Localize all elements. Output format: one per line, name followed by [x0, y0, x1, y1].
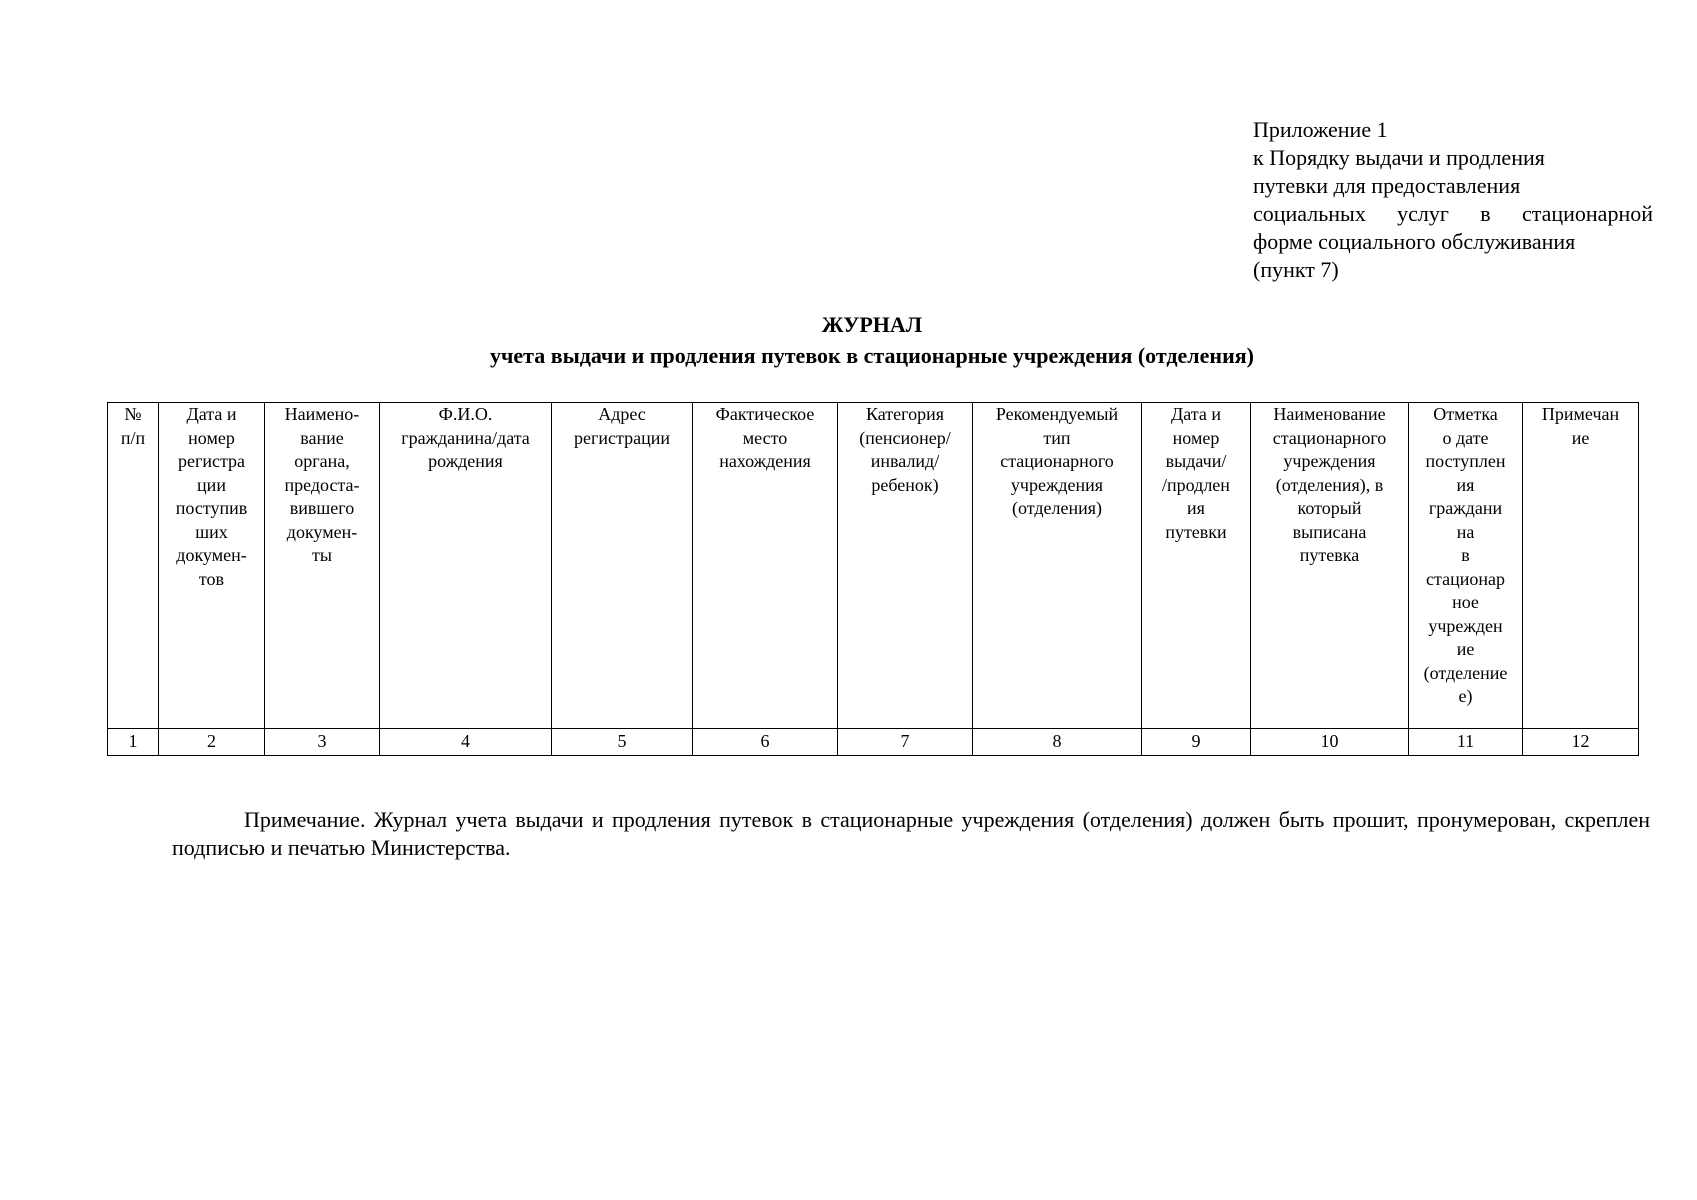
header-line: на [1456, 521, 1475, 542]
header-line: п/п [120, 427, 146, 448]
header-line: (отделение [1423, 662, 1508, 683]
column-number: 2 [159, 729, 265, 756]
header-cell [552, 403, 693, 729]
appendix-line: социальных услуг в стационарной [1253, 201, 1653, 226]
header-line: ты [312, 545, 332, 565]
header-line: /продлен [1162, 474, 1230, 495]
header-line: ции [197, 474, 226, 495]
header-line: тип [1043, 427, 1071, 448]
header-line: Дата и [186, 404, 237, 424]
column-number: 8 [973, 729, 1142, 756]
header-line: докумен- [286, 521, 358, 542]
header-line: ие [1456, 639, 1475, 659]
table-header-row [108, 403, 1639, 729]
header-line: выдачи/ [1165, 451, 1227, 471]
header-line: поступив [175, 498, 248, 518]
column-number: 3 [265, 729, 380, 756]
header-line: Категория [866, 404, 944, 424]
header-cell [265, 403, 380, 729]
header-line: Наимено- [284, 404, 360, 424]
header-line: ие [1571, 427, 1590, 448]
header-line: № [124, 404, 142, 424]
column-number: 7 [838, 729, 973, 756]
column-number: 5 [552, 729, 693, 756]
header-line: о дате [1442, 427, 1489, 448]
header-line: предоста- [284, 474, 360, 495]
appendix-line: (пункт 7) [1253, 257, 1339, 282]
header-line: номер [1172, 427, 1220, 448]
header-line: в [1461, 545, 1470, 565]
journal-subtitle: учета выдачи и продления путевок в стационарные учреждения (отделения) [490, 343, 1254, 368]
header-cell [693, 403, 838, 729]
column-number: 10 [1251, 729, 1409, 756]
header-line: регистра [177, 451, 246, 471]
header-line: выписана [1292, 521, 1367, 542]
header-line: е) [1458, 686, 1473, 706]
header-cell [1251, 403, 1409, 729]
appendix-block [1253, 116, 1653, 284]
header-line: гражданина/дата [401, 427, 530, 448]
column-number: 1 [108, 729, 159, 756]
header-cell [108, 403, 159, 729]
header-line: инвалид/ [870, 451, 940, 471]
header-line: ия [1187, 498, 1205, 518]
column-number: 12 [1523, 729, 1639, 756]
footnote: Примечание. Журнал учета выдачи и продления путевок в стационарные учреждения (отделения) должен быть прошит, пронумерован, скреплен подписью и печатью Министерства. [172, 807, 1650, 860]
header-cell [1142, 403, 1251, 729]
header-line: регистрации [574, 427, 670, 448]
appendix-line: к Порядку выдачи и продления [1253, 145, 1545, 170]
header-line: докумен- [176, 545, 247, 565]
header-line: ребенок) [871, 474, 939, 495]
journal-title: ЖУРНАЛ [821, 312, 923, 337]
appendix-line: Приложение 1 [1253, 117, 1388, 142]
header-line: стационарного [1000, 451, 1114, 471]
header-line: граждани [1428, 498, 1503, 518]
header-line: тов [198, 568, 225, 589]
header-line: ное [1452, 592, 1479, 612]
header-line: учреждения [1283, 451, 1376, 471]
header-line: Примечан [1541, 404, 1620, 424]
journal-table [107, 402, 1639, 756]
header-line: нахождения [719, 451, 811, 471]
header-line: путевки [1165, 521, 1227, 542]
header-cell [1409, 403, 1523, 729]
header-line: учреждения [1010, 474, 1104, 495]
header-line: Фактическое [715, 404, 815, 424]
header-line: Адрес [598, 404, 646, 424]
header-line: (отделения), в [1275, 474, 1384, 495]
header-line: Наименование [1273, 404, 1386, 424]
header-line: рождения [428, 451, 503, 471]
header-line: вание [300, 427, 344, 448]
column-number: 6 [693, 729, 838, 756]
header-line: стационар [1426, 568, 1505, 589]
table-number-row [108, 729, 1639, 756]
header-cell [380, 403, 552, 729]
header-line: (пенсионер/ [859, 427, 951, 448]
column-number: 4 [380, 729, 552, 756]
header-line: номер [188, 427, 235, 448]
column-number: 11 [1409, 729, 1523, 756]
header-line: путевка [1299, 545, 1360, 565]
header-line: Рекомендуемый [995, 404, 1119, 424]
header-line: (отделения) [1011, 498, 1103, 518]
header-line: место [742, 427, 788, 448]
header-line: учрежден [1428, 615, 1503, 636]
header-line: ших [195, 521, 228, 542]
header-line: поступлен [1425, 451, 1506, 471]
header-line: вившего [289, 498, 355, 518]
header-cell [973, 403, 1142, 729]
header-line: который [1297, 498, 1362, 518]
header-line: Дата и [1170, 404, 1221, 424]
header-cell [838, 403, 973, 729]
header-cell [159, 403, 265, 729]
appendix-line: путевки для предоставления [1253, 173, 1521, 198]
header-line: ия [1456, 474, 1475, 495]
column-number: 9 [1142, 729, 1251, 756]
header-line: стационарного [1272, 427, 1387, 448]
appendix-line: форме социального обслуживания [1253, 229, 1576, 254]
header-line: органа, [294, 451, 350, 471]
header-line: Ф.И.О. [438, 404, 493, 424]
header-line: Отметка [1433, 404, 1498, 424]
header-cell [1523, 403, 1639, 729]
